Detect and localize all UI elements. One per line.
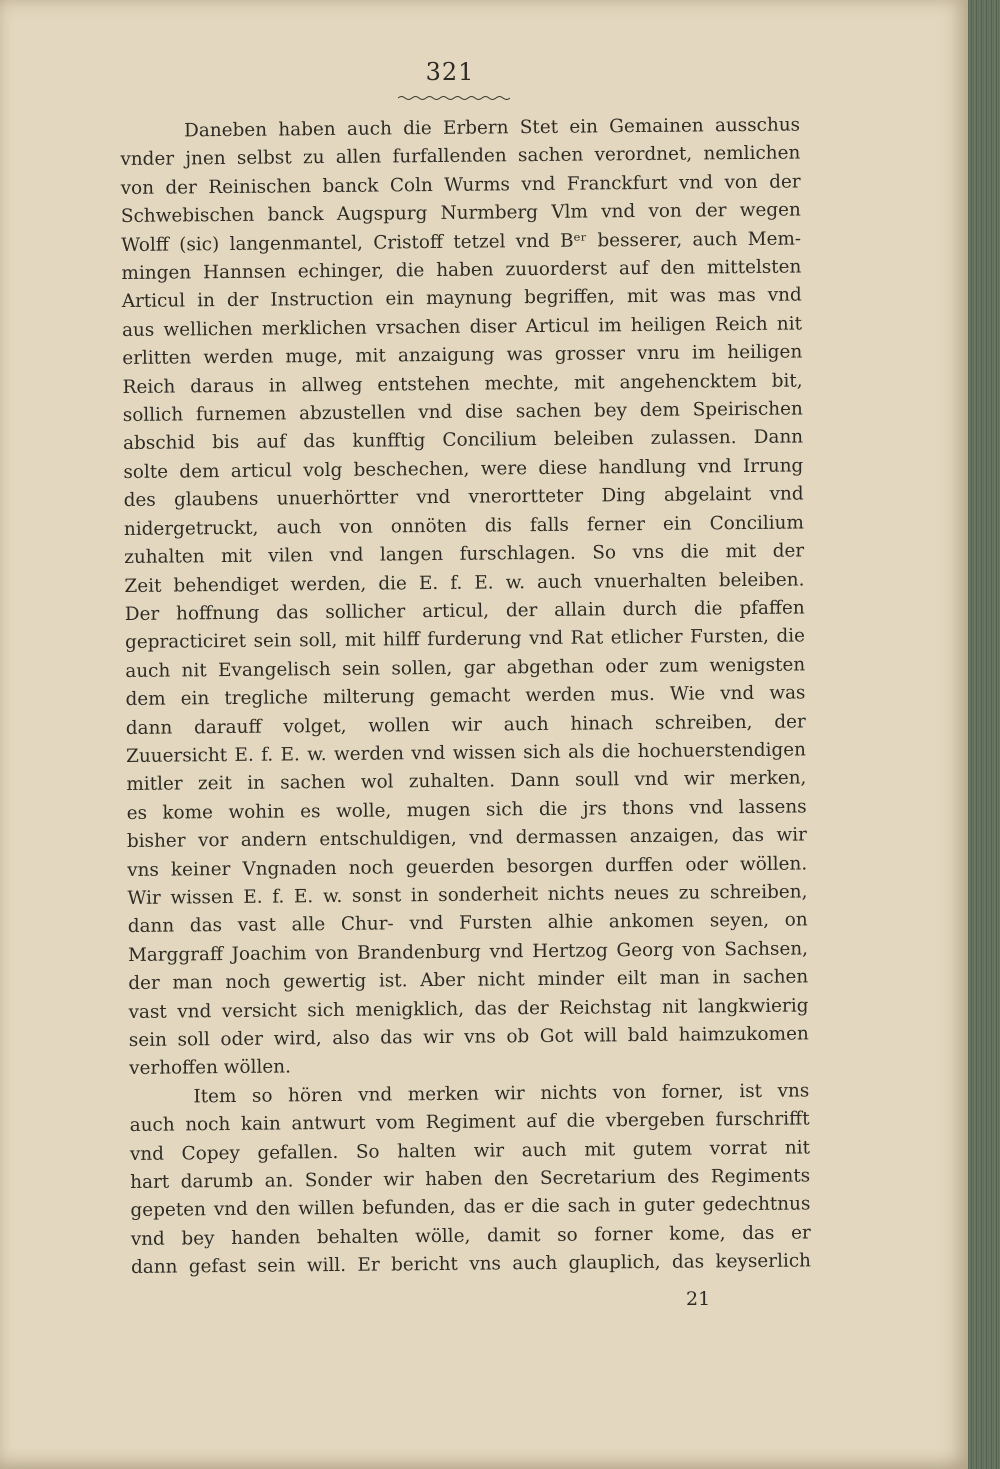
text-line: bisher vor andern entschuldigen, vnd dermassen anzaigen, das wir (126, 824, 808, 853)
text-line: vast vnd versicht sich menigklich, das der Reichstag nit langkwierig (128, 995, 809, 1023)
text-line: dem ein tregliche milterung gemacht werden mus. Wie vnd was (125, 682, 806, 711)
text-line: Zuuersicht E. f. E. w. werden vnd wissen sich als die hochuerstendigen (126, 739, 807, 767)
page-number: 321 (425, 58, 475, 86)
text-line: vnd bey handen behalten wölle, damit so forner kome, das er (130, 1222, 811, 1250)
text-line: Der hoffnung das sollicher articul, der allain durch die pfaffen (124, 597, 805, 625)
text-line: auch noch kain antwurt vom Regiment auf die vbergeben furschrifft (129, 1108, 810, 1137)
text-line: verhoffen wöllen. (129, 1056, 292, 1080)
text-line: sein soll oder wird, also das wir vns ob Got will bald haimzukomen (128, 1023, 809, 1051)
text-line: Wolff (sic) langenmantel, Cristoff tetzel vnd Bᵉʳ besserer, auch Mem- (121, 228, 802, 256)
text-line: vnd Copey gefallen. So halten wir auch mit gutem vorrat nit (129, 1137, 811, 1165)
text-line: vns keiner Vngnaden noch geuerden besorgen durffen oder wöllen. (127, 853, 808, 881)
text-line: es kome wohin es wolle, mugen sich die jrs thons vnd lassens (126, 796, 807, 824)
text-line: Schwebischen banck Augspurg Nurmberg Vlm vnd von der wegen (120, 199, 801, 228)
text-line: sollich furnemen abzustellen vnd dise sachen bey dem Speirischen (122, 398, 803, 427)
text-line: gepracticiret sein soll, mit hilff furderung vnd Rat etlicher Fursten, die (124, 625, 806, 654)
text-line: dann darauff volget, wollen wir auch hinach schreiben, der (125, 710, 806, 739)
text-line: erlitten werden muge, mit anzaigung was grosser vnru im heiligen (122, 341, 803, 370)
text-line: dann gefast sein will. Er bericht vns auch glauplich, das keyserlich (130, 1250, 812, 1279)
text-line: Item so hören vnd merken wir nichts von forner, ist vns (193, 1080, 810, 1108)
text-line: Articul in der Instruction ein maynung begriffen, mit was mas vnd (121, 284, 802, 313)
text-line: abschid bis auf das kunfftig Concilium beleiben zulassen. Dann (123, 426, 804, 455)
text-line: Reich daraus in allweg entstehen mechte, mit angehencktem bit, (122, 370, 803, 398)
page-edges (968, 0, 1000, 1469)
text-line: dann das vast alle Chur- vnd Fursten alhie ankomen seyen, on (127, 909, 808, 938)
text-line: nidergetruckt, auch von onnöten dis falls ferner ein Concilium (123, 512, 804, 540)
paragraph (120, 111, 809, 1083)
text-line: mitler zeit in sachen wol zuhalten. Dann soull vnd wir merken, (126, 767, 807, 796)
text-line: Wir wissen E. f. E. w. sonst in sonderheit nichts neues zu schreiben, (127, 881, 808, 909)
text-line: Daneben haben auch die Erbern Stet ein Gemainen ausschus (184, 114, 801, 142)
text-line: solte dem articul volg beschechen, were diese handlung vnd Irrung (123, 455, 804, 483)
text-line: zuhalten mit vilen vnd langen furschlagen. So vns die mit der (124, 540, 805, 569)
paragraph (129, 1077, 811, 1282)
text-line: aus wellichen merklichen vrsachen diser Articul im heiligen Reich nit (121, 313, 803, 341)
decorative-rule (398, 95, 510, 101)
text-line: auch nit Evangelisch sein sollen, gar abgethan oder zum wenigsten (125, 654, 806, 682)
text-line: vnder jnen selbst zu allen furfallenden sachen verordnet, nemlichen (120, 142, 801, 171)
text-line: mingen Hannsen echinger, die haben zuuorderst auf den mittelsten (121, 256, 802, 285)
text-line: des glaubens unuerhörtter vnd vnerortteter Ding abgelaint vnd (123, 483, 804, 512)
signature-mark: 21 (686, 1288, 711, 1310)
text-line: hart darumb an. Sonder wir haben den Secretarium des Regiments (130, 1165, 811, 1193)
text-line: der man noch gewertig ist. Aber nicht minder eilt man in sachen (128, 966, 809, 995)
text-line: Zeit behendiget werden, die E. f. E. w. auch vnuerhalten beleiben. (124, 568, 805, 597)
text-line: von der Reinischen banck Coln Wurms vnd Franckfurt vnd von der (120, 171, 801, 199)
body-text (120, 111, 811, 1282)
text-line: Marggraff Joachim von Brandenburg vnd Hertzog Georg von Sachsen, (127, 938, 809, 966)
text-line: gepeten vnd den willen befunden, das er die sach in guter gedechtnus (130, 1193, 811, 1222)
